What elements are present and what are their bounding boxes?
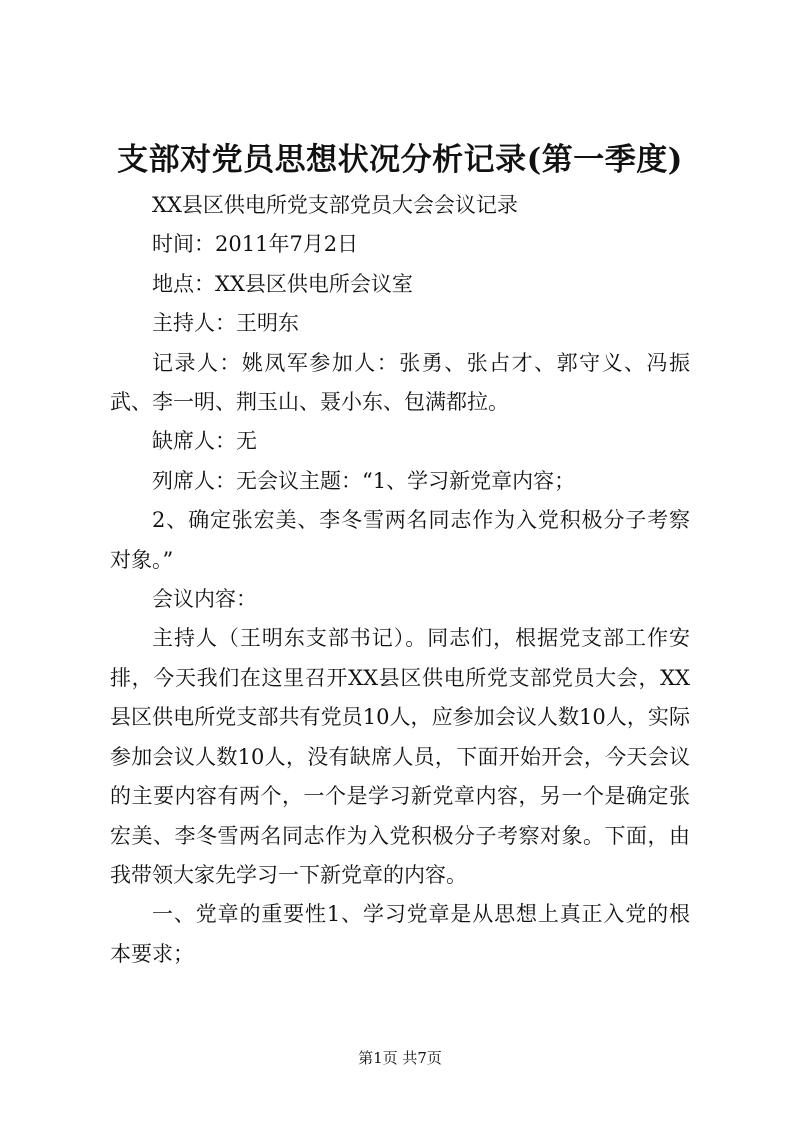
paragraph-absent: 缺席人：无 [152, 429, 257, 454]
page-number-footer: 第1页 共7页 [358, 1049, 442, 1067]
paragraph-meeting-content-heading: 会议内容： [152, 587, 257, 612]
document-title: 支部对党员思想状况分析记录(第一季度) [117, 142, 683, 178]
paragraph-host-speech: 主持人（王明东支部书记）。同志们，根据党支部工作安排，今天我们在这里召开XX县区供电所党支部党员大会，XX县区供电所党支部共有党员10人，应参加会议人数10人，实际参加会议人数10人，没有缺席人员，下面开始开会，今天会议的主要内容有两个，一个是学习新党章内容，另一个是确定张宏美、李冬雪两名同志作为入党积极分子考察对象。下面，由我带领大家先学习一下新党章的内容。 [110, 626, 690, 887]
paragraph-topic-item-2: 2、确定张宏美、李冬雪两名同志作为入党积极分子考察对象。” [110, 508, 690, 572]
paragraph-time: 时间：2011年7月2日 [152, 232, 359, 257]
paragraph-meeting-record-title: XX县区供电所党支部党员大会会议记录 [152, 193, 518, 217]
document-body [110, 186, 690, 974]
paragraph-host: 主持人：王明东 [152, 311, 299, 336]
paragraph-recorder-attendees: 记录人：姚凤军参加人：张勇、张占才、郭守义、冯振武、李一明、荆玉山、聂小东、包满都拉。 [110, 350, 690, 415]
paragraph-observers-topic: 列席人：无会议主题：“1、学习新党章内容； [152, 468, 576, 493]
paragraph-location: 地点：XX县区供电所会议室 [152, 271, 413, 296]
paragraph-section-one: 一、党章的重要性1、学习党章是从思想上真正入党的根本要求； [110, 902, 690, 966]
